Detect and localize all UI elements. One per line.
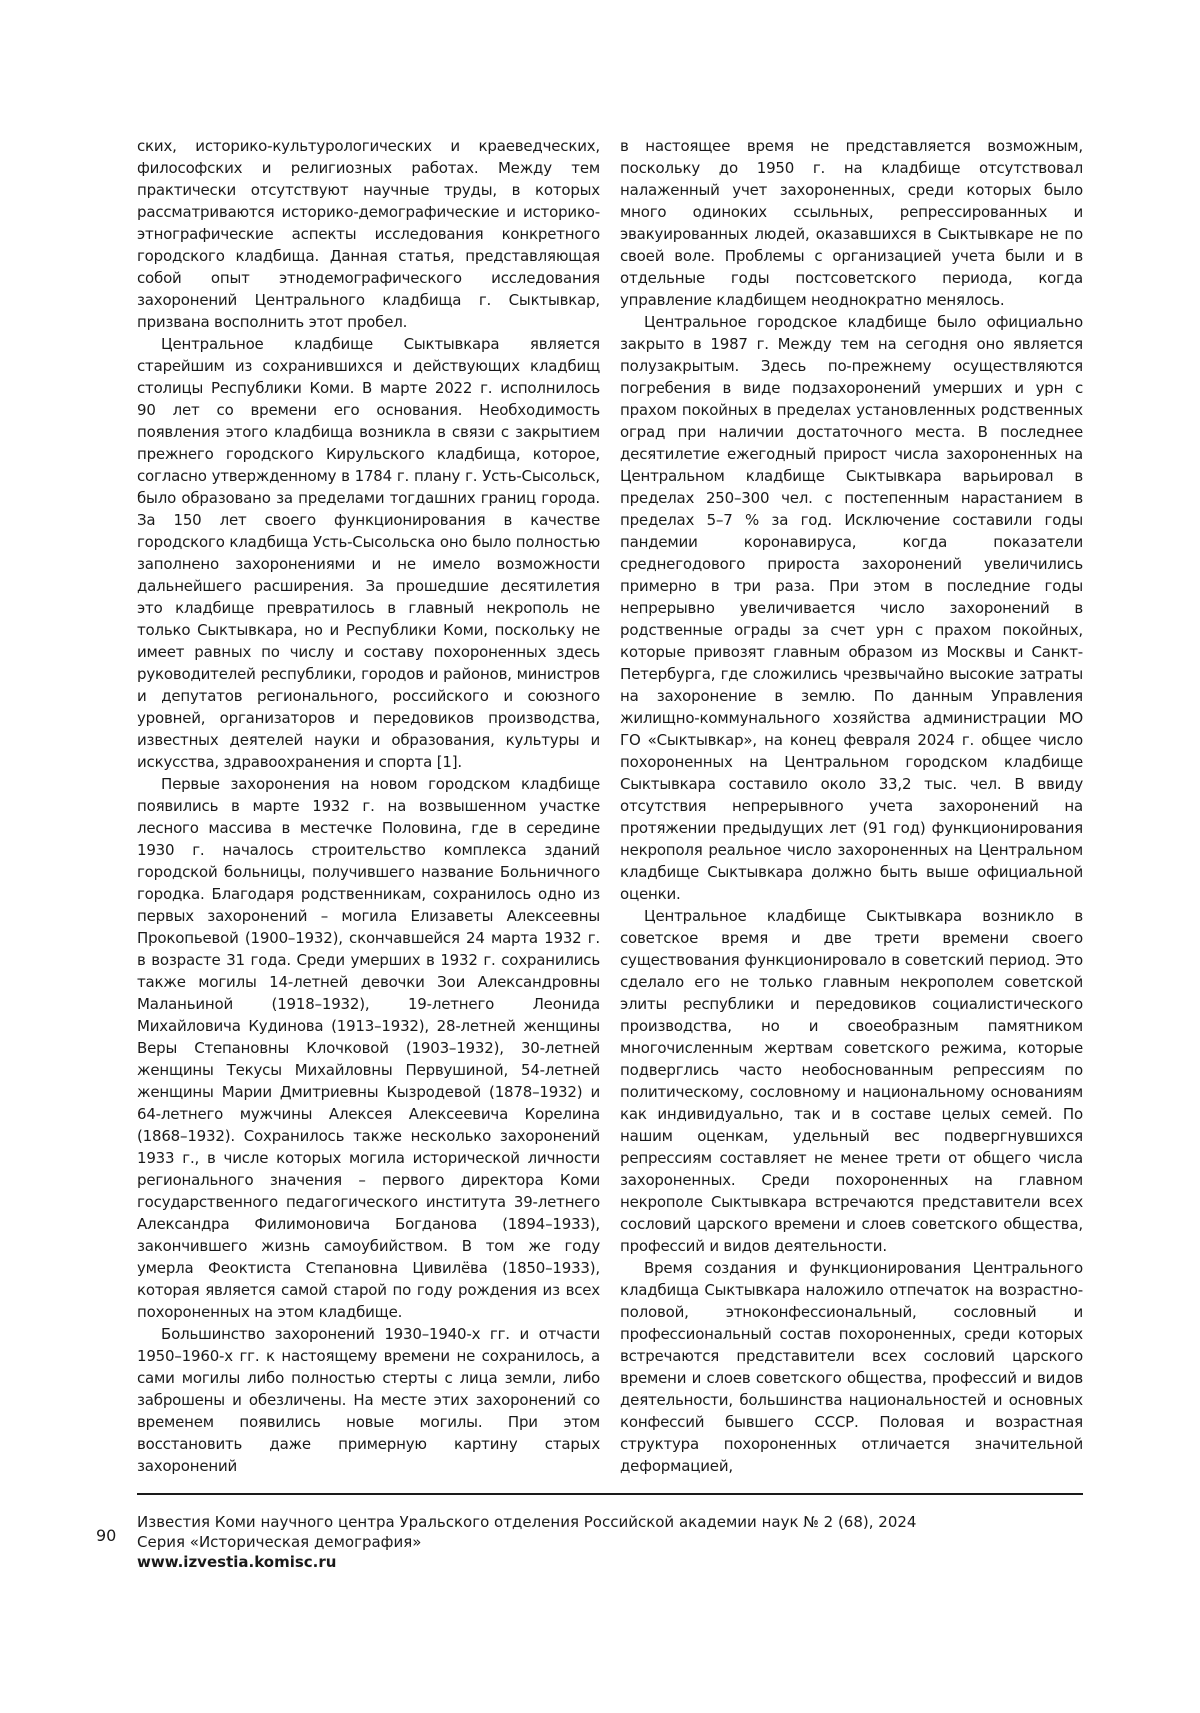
paragraph: Центральное кладбище Сыктывкара является старейшим из сохранившихся и действующих кладбищ столицы Республики Коми. В марте 2022 г. исполнилось 90 лет со времени его основания. Необходимость появления этого кладбища возникла в связи с закрытием прежнего городского Кирульского кладбища, которое, согласно утвержденному в 1784 г. плану г. Усть-Сысольск, было образовано за пределами тогдашних границ города. За 150 лет своего функционирования в качестве городского кладбища Усть-Сысольска оно было полностью заполнено захоронениями и не имело возможности дальнейшего расширения. За прошедшие десятилетия это кладбище превратилось в главный некрополь не только Сыктывкара, но и Республики Коми, поскольку не имеет равных по числу и составу похороненных здесь руководителей республики, городов и районов, министров и депутатов регионального, российского и союзного уровней, организаторов и передовиков производства, известных деятелей науки и образования, культуры и искусства, здравоохранения и спорта [1].: [137, 335, 600, 771]
paragraph: Первые захоронения на новом городском кладбище появились в марте 1932 г. на возвышенном участке лесного массива в местечке Половина, где в середине 1930 г. началось строительство комплекса зданий городской больницы, получившего название Больничного городка. Благодаря родственникам, сохранилось одно из первых захоронений – могила Елизаветы Алексеевны Прокопьевой (1900–1932), скончавшейся 24 марта 1932 г. в возрасте 31 года. Среди умерших в 1932 г. сохранились также могилы 14-летней девочки Зои Александровны Маланьиной (1918–1932), 19-летнего Леонида Михайловича Кудинова (1913–1932), 28-летней женщины Веры Степановны Клочковой (1903–1932), 30-летней женщины Текусы Михайловны Первушиной, 54-летней женщины Марии Дмитриевны Кызродевой (1878–1932) и 64-летнего мужчины Алексея Алексеевича Корелина (1868–1932). Сохранилось также несколько захоронений 1933 г., в числе которых могила исторической личности регионального значения – первого директора Коми государственного педагогического института 39-летнего Александра Филимоновича Богданова (1894–1933), закончившего жизнь самоубийством. В том же году умерла Феоктиста Степановна Цивилёва (1850–1933), которая является самой старой по году рождения из всех похороненных на этом кладбище.: [137, 775, 600, 1321]
page-number: 90: [96, 1526, 117, 1545]
paragraph: Центральное городское кладбище было официально закрыто в 1987 г. Между тем на сегодня оно является полузакрытым. Здесь по-прежнему осуществляются погребения в виде подзахоронений умерших и урн с прахом покойных в пределах установленных родственных оград при наличии достаточного места. В последнее десятилетие ежегодный прирост числа захороненных на Центральном кладбище Сыктывкара варьировал в пределах 250–300 чел. с постепенным нарастанием в пределах 5–7 % за год. Исключение составили годы пандемии коронавируса, когда показатели среднегодового прироста захоронений увеличились примерно в три раза. При этом в последние годы непрерывно увеличивается число захоронений в родственные ограды за счет урн с прахом покойных, которые привозят главным образом из Москвы и Санкт-Петербурга, где сложились чрезвычайно высокие затраты на захоронение в землю. По данным Управления жилищно-коммунального хозяйства администрации МО ГО «Сыктывкар», на конец февраля 2024 г. общее число похороненных на Центральном городском кладбище Сыктывкара составило около 33,2 тыс. чел. В ввиду отсутствия непрерывного учета захоронений на протяжении предыдущих лет (91 год) функционирования некрополя реальное число захороненных на Центральном кладбище Сыктывкара должно быть выше официальной оценки.: [620, 313, 1083, 903]
paragraph: ских, историко-культурологических и краеведческих, философских и религиозных работах. Между тем практически отсутствуют научные труды, в которых рассматриваются историко-демографические и историко-этнографические аспекты исследования конкретного городского кладбища. Данная статья, представляющая собой опыт этнодемографического исследования захоронений Центрального кладбища г. Сыктывкар, призвана восполнить этот пробел.: [137, 137, 600, 331]
series-title: Серия «Историческая демография»: [137, 1533, 422, 1551]
footer: [137, 1512, 916, 1572]
paragraph: Время создания и функционирования Центрального кладбища Сыктывкара наложило отпечаток на возрастно-половой, этноконфессиональный, сословный и профессиональный состав похороненных, среди которых встречаются представители всех сословий царского времени и слоев советского общества, профессий и видов деятельности, большинства национальностей и основных конфессий бывшего СССР. Половая и возрастная структура похороненных отличается значительной деформацией,: [620, 1259, 1083, 1475]
journal-title: Известия Коми научного центра Уральского отделения Российской академии наук № 2 (68), 2024: [137, 1513, 917, 1531]
paragraph: в настоящее время не представляется возможным, поскольку до 1950 г. на кладбище отсутствовал налаженный учет захороненных, среди которых было много одиноких ссыльных, репрессированных и эвакуированных людей, оказавшихся в Сыктывкаре не по своей воле. Проблемы с организацией учета были и в отдельные годы постсоветского периода, когда управление кладбищем неоднократно менялось.: [620, 137, 1083, 309]
footer-divider: [137, 1493, 1083, 1495]
right-column: [620, 135, 1083, 1477]
left-column: [137, 135, 600, 1477]
paragraph: Центральное кладбище Сыктывкара возникло в советское время и две трети времени своего существования функционировало в советский период. Это сделало его не только главным некрополем советской элиты республики и передовиков социалистического производства, но и своеобразным памятником многочисленным жертвам советского режима, которые подверглись часто необоснованным репрессиям по политическому, сословному и национальному основаниям как индивидуально, так и в составе целых семей. По нашим оценкам, удельный вес подвергнувшихся репрессиям составляет не менее трети от общего числа захороненных. Среди похороненных на главном некрополе Сыктывкара встречаются представители всех сословий царского времени и слоев советского общества, профессий и видов деятельности.: [620, 907, 1083, 1255]
journal-url-link[interactable]: www.izvestia.komisc.ru: [137, 1553, 337, 1571]
paragraph: Большинство захоронений 1930–1940-х гг. и отчасти 1950–1960-х гг. к настоящему времени не сохранилось, а сами могилы либо полностью стерты с лица земли, либо заброшены и обезличены. На месте этих захоронений со временем появились новые могилы. При этом восстановить даже примерную картину старых захоронений: [137, 1325, 600, 1475]
